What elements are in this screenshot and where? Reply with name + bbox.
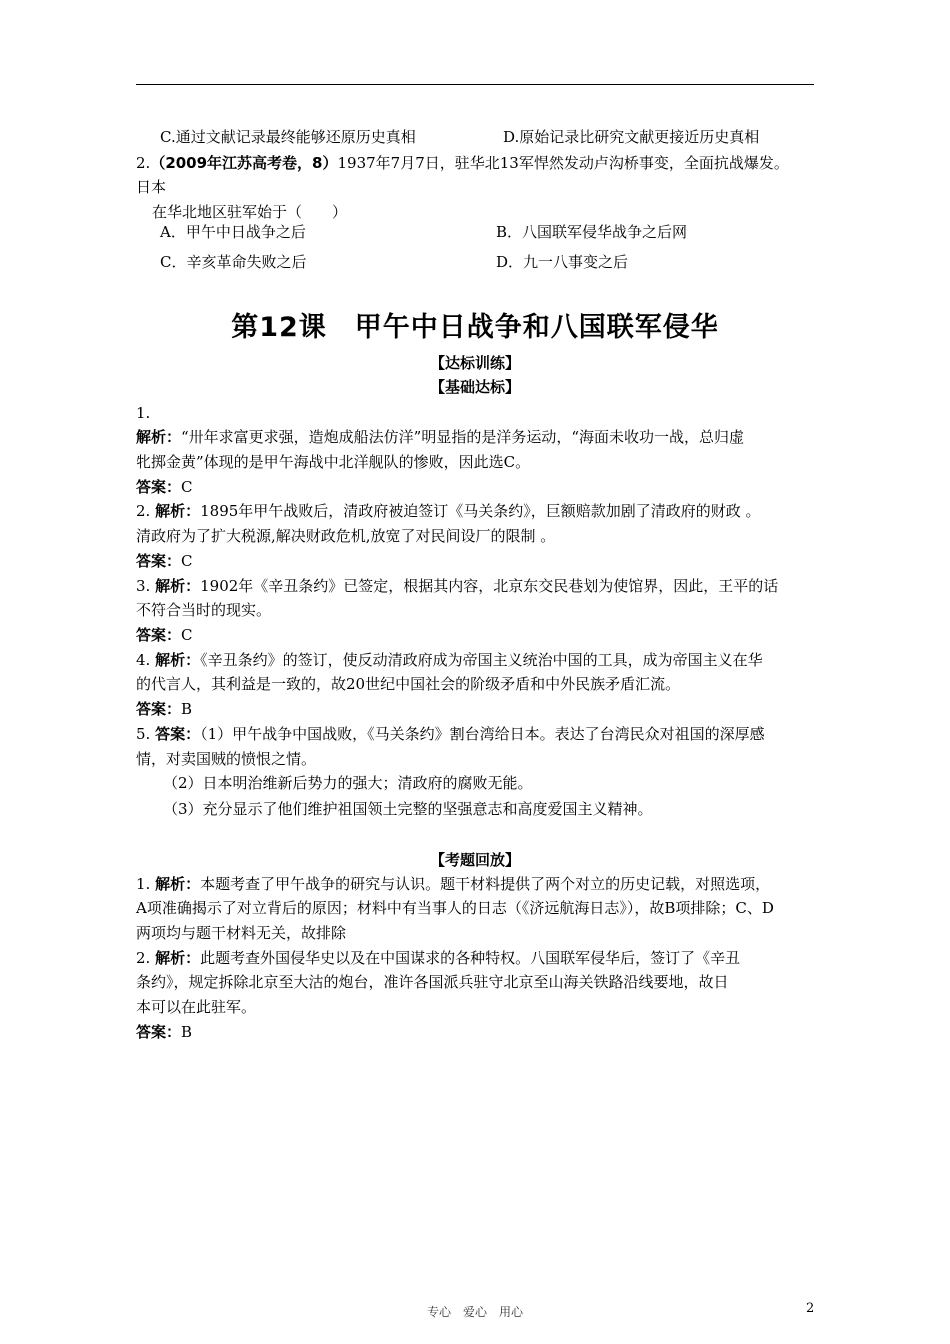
- basic-q5-answer: 5. 答案：（1）甲午战争中国战败，《马关条约》割台湾给日本。表达了台湾民众对祖国的深厚感: [136, 725, 765, 743]
- review-q1-analysis-cont-1: A项准确揭示了对立背后的原因；材料中有当事人的日志（《济远航海日志》），故B项排除；C、D: [136, 899, 774, 917]
- section-training-heading: 【达标训练】: [429, 354, 520, 372]
- question-2-option-b: B．八国联军侵华战争之后网: [496, 223, 688, 241]
- basic-q2-answer: 答案：C: [136, 552, 193, 570]
- question-2-stem: 2.（2009年江苏高考卷，8）1937年7月7日，驻华北13军悍然发动卢沟桥事变，全面抗战爆发。: [136, 154, 789, 172]
- review-q2-answer: 答案：B: [136, 1023, 193, 1041]
- basic-q4-analysis-cont: 的代言人，其利益是一致的，故20世纪中国社会的阶级矛盾和中外民族矛盾汇流。: [136, 675, 681, 693]
- basic-q1-analysis-cont: 牝掷金黄”体现的是甲午海战中北洋舰队的惨败，因此选C。: [136, 453, 531, 471]
- review-q1-analysis-cont-2: 两项均与题干材料无关，故排除: [136, 924, 347, 942]
- option-c-prev: C.通过文献记录最终能够还原历史真相: [160, 128, 416, 146]
- review-q1-analysis: 1. 解析：本题考查了甲午战争的研究与认识。题干材料提供了两个对立的历史记载，对照选项，: [136, 875, 771, 893]
- question-2-prompt: 在华北地区驻军始于（ ）: [152, 203, 348, 221]
- header-rule: [136, 84, 814, 85]
- basic-q5-point-2: （2）日本明治维新后势力的强大；清政府的腐败无能。: [163, 774, 533, 792]
- basic-q4-answer: 答案：B: [136, 700, 193, 718]
- review-q2-analysis-cont-2: 本可以在此驻军。: [136, 998, 257, 1016]
- basic-q1-number: 1.: [136, 404, 151, 422]
- basic-q5-answer-cont: 情，对卖国贼的愤恨之情。: [136, 750, 317, 768]
- question-2-option-a: A．甲午中日战争之后: [160, 223, 306, 241]
- question-2-stem-cont: 日本: [136, 178, 167, 196]
- basic-q3-answer: 答案：C: [136, 626, 193, 644]
- lesson-title: 第12课 甲午中日战争和八国联军侵华: [231, 312, 719, 343]
- question-2-source: （2009年江苏高考卷，8）: [150, 154, 338, 172]
- basic-q4-analysis: 4. 解析：《辛丑条约》的签订，使反动清政府成为帝国主义统治中国的工具，成为帝国主义在华: [136, 651, 763, 669]
- review-q2-analysis-cont-1: 条约》，规定拆除北京至大沽的炮台，准许各国派兵驻守北京至山海关铁路沿线要地，故日: [136, 973, 729, 991]
- basic-q3-analysis: 3. 解析：1902年《辛丑条约》已签定，根据其内容，北京东交民巷划为使馆界，因此，王平的话: [136, 577, 779, 595]
- page-number: 2: [806, 1301, 815, 1316]
- basic-q1-analysis: 解析：“卅年求富更求强，造炮成船法仿洋”明显指的是洋务运动，“海面未收功一战，总归虚: [136, 428, 745, 446]
- footer-motto: 专心 爱心 用心: [426, 1305, 523, 1319]
- option-d-prev: D.原始记录比研究文献更接近历史真相: [503, 128, 760, 146]
- basic-q2-analysis-cont: 清政府为了扩大税源,解决财政危机,放宽了对民间设厂的限制 。: [136, 527, 556, 545]
- question-2-option-d: D．九一八事变之后: [496, 253, 629, 271]
- section-basic-heading: 【基础达标】: [429, 378, 520, 396]
- basic-q2-analysis: 2. 解析：1895年甲午战败后，清政府被迫签订《马关条约》，巨额赔款加剧了清政府的财政 。: [136, 502, 761, 520]
- section-review-heading: 【考题回放】: [429, 851, 520, 869]
- basic-q3-analysis-cont: 不符合当时的现实。: [136, 601, 272, 619]
- basic-q1-answer: 答案：C: [136, 478, 193, 496]
- review-q2-analysis: 2. 解析：此题考查外国侵华史以及在中国谋求的各种特权。八国联军侵华后，签订了《辛丑: [136, 949, 741, 967]
- question-2-option-c: C．辛亥革命失败之后: [160, 253, 307, 271]
- basic-q5-point-3: （3）充分显示了他们维护祖国领土完整的坚强意志和高度爱国主义精神。: [163, 800, 653, 818]
